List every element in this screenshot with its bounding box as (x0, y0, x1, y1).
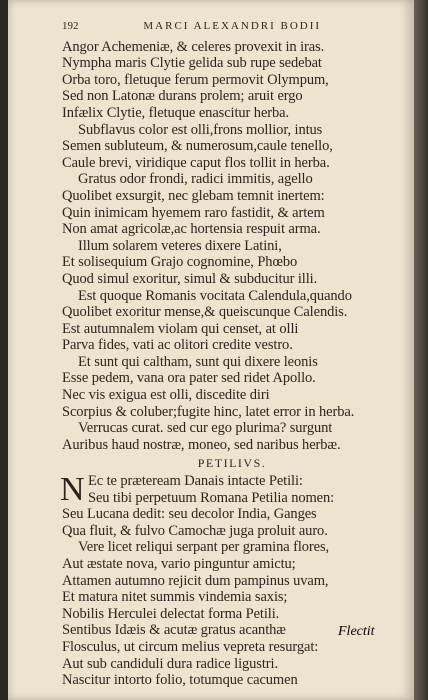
verse-line: Nec vis exigua est olli, discedite diri (62, 387, 270, 404)
verse-line: Flosculus, ut circum melius vepreta resurgat: (62, 638, 319, 655)
verse-line: Quod simul exoritur, simul & subducitur illi. (62, 270, 318, 287)
verse-line: Quolibet exoritur mense,& queiscunque Calendis. (62, 304, 348, 321)
verse-line: Quin inimicam hyemem raro fastidit, & artem (62, 204, 325, 221)
verse-line: Esse pedem, vana ora pater sed ridet Apollo. (62, 370, 316, 387)
verse-line: Quolibet exsurgit, nec glebam temnit inertem: (62, 187, 325, 204)
verse-line: Sed non Latonæ durans prolem; aruit ergo (62, 88, 303, 105)
verse-line: Infælix Clytie, fletuque enascitur herba. (62, 104, 290, 121)
verse-line: Et sunt qui caltham, sunt qui dixere leonis (78, 353, 318, 370)
verse-line: Scorpius & coluber;fugite hinc, latet error in herba. (62, 403, 355, 420)
verse-line: Vere licet reliqui serpant per gramina flores, (78, 539, 330, 556)
verse-line: Nobilis Herculei delectat forma Petili. (62, 605, 280, 622)
verse-line: Verrucas curat. sed cur ego plurima? surgunt (78, 420, 333, 437)
verse-line: Seu Lucana dedit: seu decolor India, Ganges (62, 506, 317, 523)
verse-line: Sentibus Idæis & acutæ gratus acanthæ (62, 622, 286, 639)
running-title: MARCI ALEXANDRI BODII (143, 20, 322, 32)
dropcap-block (60, 471, 402, 509)
book-page (8, 0, 414, 700)
verse-block-bottom (62, 506, 402, 689)
dropcap-initial: N (60, 471, 85, 509)
verse-line: Est quoque Romanis vocitata Calendula,quando (78, 287, 352, 304)
verse-line: Gratus odor frondi, radici immitis, agello (78, 171, 313, 188)
verse-line: Illum solarem veteres dixere Latini, (78, 237, 282, 254)
verse-line: Nympha maris Clytie gelida sub rupe sedebat (62, 55, 322, 72)
page-text-block (62, 18, 402, 689)
verse-line: Semen subluteum, & numerosum,caule tenello, (62, 138, 333, 155)
page-edge (414, 0, 428, 700)
verse-line: Ec te præteream Danais intacte Petili: (88, 473, 303, 490)
running-header (62, 18, 402, 35)
verse-line: Et solisequium Grajo cognomine, Phœbo (62, 254, 298, 271)
catchword: Flectit (338, 624, 375, 639)
verse-line: Angor Achemeniæ, & celeres provexit in iras. (62, 38, 325, 55)
verse-line: Caule brevi, viridique caput flos tollit in herba. (62, 154, 330, 171)
verse-line: Parva fides, vati ac olitori credite vestro. (62, 337, 293, 354)
verse-line: Qua fluit, & fulvo Camochæ juga proluit auro. (62, 522, 328, 539)
verse-line: Aut æstate nova, vario pinguntur amictu; (62, 556, 296, 572)
verse-block-top (62, 39, 402, 454)
verse-line: Subflavus color est olli,frons mollior, intus (78, 121, 323, 138)
verse-line: Seu tibi perpetuum Romana Petilia nomen: (88, 489, 335, 506)
page-number: 192 (62, 20, 79, 32)
verse-line: Est autumnalem violam qui censet, at olli (62, 320, 299, 337)
verse-line: Attamen autumno rejicit dum pampinus uvam, (62, 572, 329, 589)
verse-line: Aut sub candiduli dura radice ligustri. (62, 655, 278, 672)
section-title: PETILIVS. (197, 456, 267, 471)
verse-line: Auribus haud nostræ, moneo, sed naribus herbæ. (62, 436, 341, 453)
verse-line: Et matura nitet summis vindemia saxis; (62, 589, 288, 606)
verse-line: Orba toro, fletuque ferum permovit Olympum, (62, 71, 329, 88)
verse-line: Non amat agricolæ,ac hortensia respuit arma. (62, 221, 321, 238)
verse-line: Nascitur intorto folio, totumque cacumen (62, 672, 298, 689)
